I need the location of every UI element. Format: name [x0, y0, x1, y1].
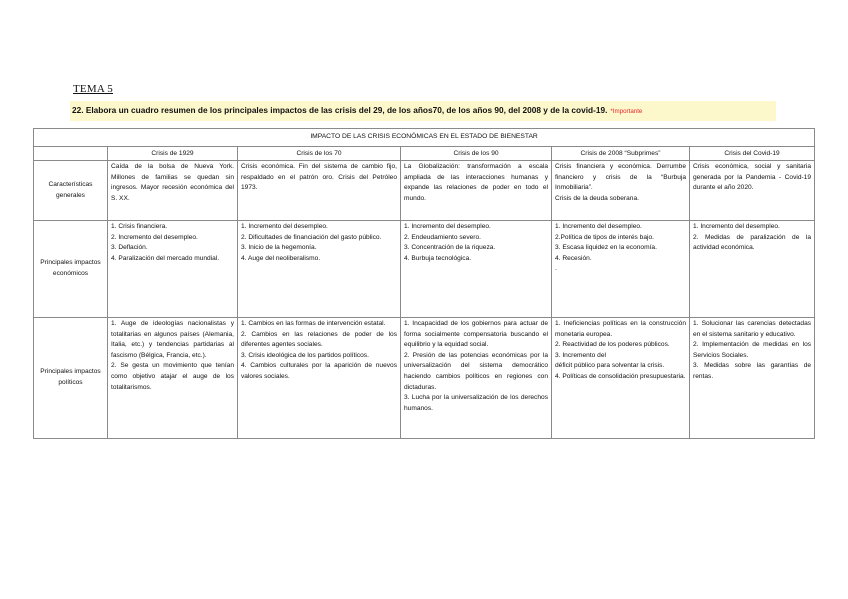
- cell-line: 1. Incremento del desempleo.: [555, 223, 642, 230]
- row-impactos-economicos: [34, 221, 815, 318]
- cell-line: Crisis económica. Fin del sistema de cambio fijo, respaldado en el patrón oro. Crisis del Petróleo 1973.: [241, 163, 397, 192]
- summary-table: [33, 128, 815, 439]
- important-note: *Importante: [610, 108, 643, 115]
- table-cell: [238, 318, 401, 439]
- cell-line: 2. Incremento del desempleo.: [111, 233, 198, 241]
- table-cell: [552, 221, 690, 318]
- column-header-2008: Crisis de 2008 “Subprimes”: [552, 147, 690, 161]
- cell-line: 2. Endeudamiento severo.: [404, 233, 481, 241]
- table-cell: [552, 161, 690, 221]
- cell-line: 2. Medidas de paralización de la actividad económica.: [693, 233, 812, 252]
- tema-label: TEMA 5: [73, 83, 114, 95]
- column-header-1929: Crisis de 1929: [108, 147, 238, 161]
- column-header-row: [34, 147, 815, 161]
- cell-line: 2.Política de tipos de interés bajo.: [555, 233, 654, 241]
- cell-line: .: [555, 265, 557, 273]
- cell-line: 1. Incremento del desempleo.: [404, 223, 491, 230]
- cell-line: 1. Crisis financiera.: [111, 223, 168, 230]
- table-cell: [690, 221, 815, 318]
- cell-line: 1. Incremento del desempleo.: [241, 223, 328, 230]
- table-cell: [238, 221, 401, 318]
- table-cell: [108, 221, 238, 318]
- row-label: Características generales: [34, 161, 108, 221]
- cell-line: 1. Ineficiencias políticas en la construcción monetaria europea.: [555, 320, 686, 338]
- cell-line: 3. Concentración de la riqueza.: [404, 244, 496, 252]
- question-banner: [70, 101, 776, 121]
- table-cell: [108, 161, 238, 221]
- table-cell: [401, 161, 552, 221]
- table-cell: [401, 221, 552, 318]
- cell-line: 4. Paralización del mercado mundial.: [111, 254, 220, 262]
- cell-line: 2. Implementación de medidas en los Servicios Sociales.: [693, 341, 812, 359]
- row-impactos-politicos: [34, 318, 815, 439]
- cell-line: 1. Solucionar las carencias detectadas en el sistema sanitario y educativo.: [693, 320, 812, 338]
- table-cell: [690, 161, 815, 221]
- cell-line: 3. Inicio de la hegemonía.: [241, 244, 317, 252]
- cell-line: 1. Incapacidad de los gobiernos para actuar de forma socialmente compensatoria buscando el equilibrio y la equidad social.: [404, 320, 548, 349]
- row-label: Principales impactos económicos: [34, 221, 108, 318]
- cell-line: 3. Medidas sobre las garantías de rentas.: [693, 362, 812, 380]
- table-cell: [238, 161, 401, 221]
- cell-line: 1. Incremento del desempleo.: [693, 223, 780, 230]
- cell-line: 1. Cambios en las formas de intervención estatal.: [241, 320, 386, 327]
- cell-line: Crisis de la deuda soberana.: [555, 194, 639, 202]
- cell-line: 4. Políticas de consolidación presupuestaria.: [555, 372, 686, 380]
- cell-line: 4. Burbuja tecnológica.: [404, 254, 472, 262]
- cell-line: 2. Presión de las potencias económicas por la universalización del sistema democrático haciendo cambios políticos en regiones con dictaduras.: [404, 351, 548, 391]
- cell-line: 4. Auge del neoliberalismo.: [241, 254, 321, 262]
- cell-line: Crisis financiera y económica. Derrumbe financiero y crisis de la “Burbuja Inmobiliaria”.: [555, 163, 686, 192]
- column-header-covid: Crisis del Covid-19: [690, 147, 815, 161]
- column-header-90s: Crisis de los 90: [401, 147, 552, 161]
- cell-line: déficit público para solventar la crisis.: [555, 362, 665, 370]
- table-title: IMPACTO DE LAS CRISIS ECONÓMICAS EN EL ESTADO DE BIENESTAR: [34, 129, 815, 147]
- cell-line: 4. Recesión.: [555, 254, 592, 262]
- cell-line: 2. Cambios en las relaciones de poder de los diferentes agentes sociales.: [241, 330, 397, 349]
- cell-line: Crisis económica, social y sanitaria generada por la Pandemia - Covid-19 durante el año 2020.: [693, 163, 812, 192]
- column-header-70s: Crisis de los 70: [238, 147, 401, 161]
- cell-line: 1. Auge de ideologías nacionalistas y totalitarias en algunos países (Alemania, Italia, etc.) y tendencias partidarias al fascismo (Bélgica, Francia, etc.).: [111, 320, 234, 359]
- cell-line: Caída de la bolsa de Nueva York. Millones de familias se quedan sin ingresos. Mayor recesión económica del S. XX.: [111, 163, 234, 202]
- cell-line: 3. Deflación.: [111, 244, 148, 252]
- column-header-empty: [34, 147, 108, 161]
- cell-line: 3. Incremento del: [555, 351, 606, 359]
- cell-line: 2. Se gesta un movimiento que tenían como objetivo atajar el auge de los totalitarismos.: [111, 362, 234, 391]
- cell-line: 2. Dificultades de financiación del gasto público.: [241, 233, 382, 241]
- table-cell: [108, 318, 238, 439]
- cell-line: 3. Crisis ideológica de los partidos políticos.: [241, 351, 369, 359]
- table-cell: [552, 318, 690, 439]
- table-cell: [401, 318, 552, 439]
- cell-line: 2. Reactividad de los poderes públicos.: [555, 341, 670, 349]
- table-cell: [690, 318, 815, 439]
- cell-line: 4. Cambios culturales por la aparición de nuevos valores sociales.: [241, 362, 397, 380]
- cell-line: 3. Escasa liquidez en la economía.: [555, 244, 657, 252]
- cell-line: La Globalización: transformación a escala ampliada de las interacciones humanas y expande las relaciones de poder en todo el mundo.: [404, 163, 548, 202]
- row-caracteristicas: [34, 161, 815, 221]
- question-text: 22. Elabora un cuadro resumen de los principales impactos de las crisis del 29, de los años70, de los años 90, del 2008 y de la covid-19.: [72, 105, 608, 115]
- cell-line: 3. Lucha por la universalización de los derechos humanos.: [404, 394, 548, 412]
- row-label: Principales impactos políticos: [34, 318, 108, 439]
